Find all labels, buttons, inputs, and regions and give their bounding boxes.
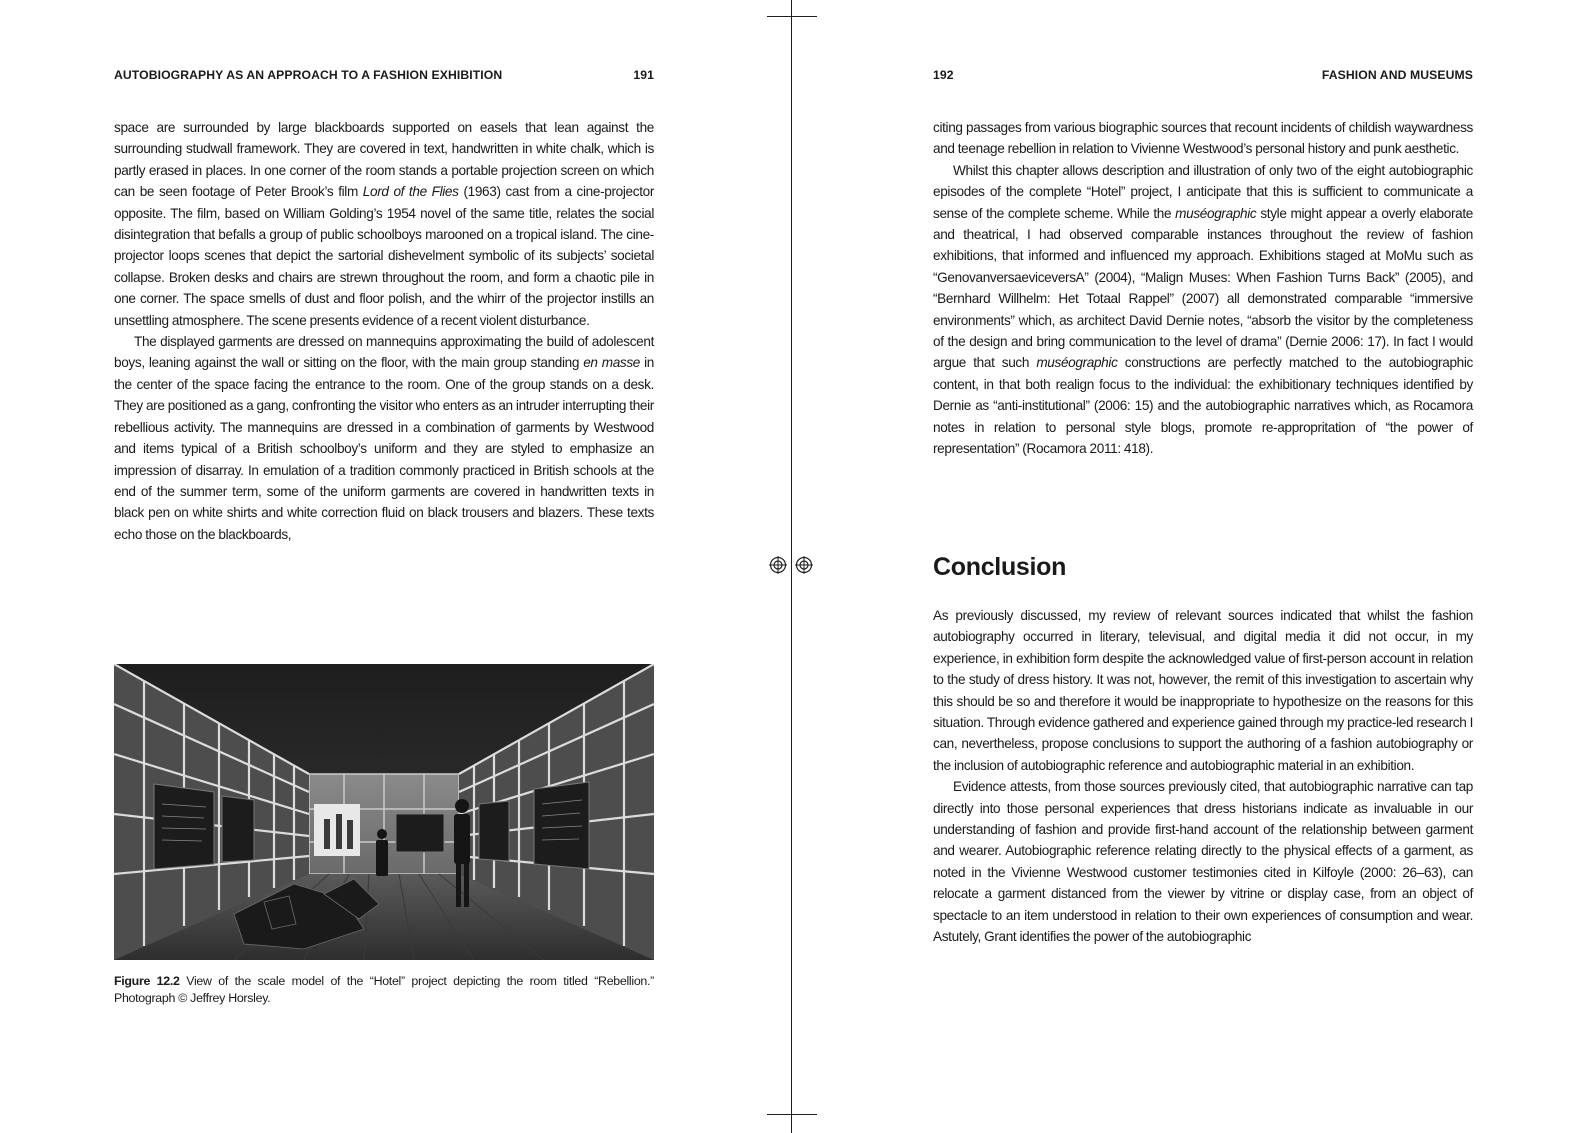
right-running-head [933, 68, 1473, 84]
registration-mark-icon [769, 556, 787, 574]
text-run: constructions are perfectly matched to the autobiographic content, in that both realign focus to the individual: the exhibitionary techniques identified by Dernie as “anti-institutional” (2006: 15) and the autobiographic narratives which, as Rocamora notes in relation to personal style blogs, promote re-appropritation of “the power of representation” (Rocamora 2011: 418). [933, 355, 1473, 457]
paragraph [114, 117, 654, 331]
left-running-head [114, 68, 654, 84]
scale-model-illustration [114, 664, 654, 960]
right-body-text-after-heading [933, 605, 1473, 948]
left-body-text [114, 117, 654, 545]
text-run: Evidence attests, from those sources previously cited, that autobiographic narrative can tap directly into those personal experiences that dress historians indicate as invaluable in our understanding of fashion and provide first-hand account of the relationship between garment and wearer. Autobiographic reference relating directly to the physical effects of a garment, as noted in the Vivienne Westwood customer testimonies cited in Kilfoyle (2000: 26–63), can relocate a garment distanced from the viewer by vitrine or display case, from an object of spectacle to an item understood in relation to their own experiences of consumption and wear. Astutely, Grant identifies the power of the autobiographic [933, 779, 1473, 945]
paragraph [933, 776, 1473, 947]
spine-crop-line [791, 0, 792, 1133]
section-heading: Conclusion [933, 553, 1067, 581]
figure-caption [114, 973, 654, 1007]
right-page [933, 0, 1473, 1133]
text-run: in the center of the space facing the entrance to the room. One of the group stands on a desk. They are positioned as a gang, confronting the visitor who enters as an intruder interrupting their rebellious activity. The mannequins are dressed in a combination of garments by Westwood and items typical of a British schoolboy’s uniform and they are styled to emphasize an impression of disarray. In emulation of a tradition commonly practiced in British schools at the end of the summer term, some of the uniform garments are covered in handwritten texts in black pen on white shirts and white correction fluid on black trousers and blazers. These texts echo those on the blackboards, [114, 355, 654, 542]
text-run: space are surrounded by large blackboards supported on easels that lean against the surrounding studwall framework. They are covered in text, handwritten in white chalk, which is partly erased in places. In one corner of the room stands a portable projection screen on which can be seen footage of Peter Brook’s film [114, 120, 654, 200]
figure-caption-text: View of the scale model of the “Hotel” project depicting the room titled “Rebellion.” Photograph © Jeffrey Horsley. [114, 974, 654, 1005]
italic-text: Lord of the Flies [362, 184, 459, 200]
running-title: AUTOBIOGRAPHY AS AN APPROACH TO A FASHION EXHIBITION [114, 68, 503, 82]
page-number: 191 [633, 68, 654, 82]
paragraph [933, 160, 1473, 460]
left-page [114, 0, 654, 1133]
page-number: 192 [933, 68, 954, 82]
bottom-crop-mark [767, 1114, 817, 1115]
paragraph [933, 605, 1473, 776]
paragraph [114, 331, 654, 545]
italic-text: muséographic [1036, 355, 1118, 371]
text-run: (1963) cast from a cine-projector opposite. The film, based on William Golding’s 1954 novel of the same title, relates the social disintegration that befalls a group of public schoolboys marooned on a tropical island. The cine-projector loops scenes that depict the sartorial dishevelment symbolic of its subjects’ societal collapse. Broken desks and chairs are strewn throughout the room, and form a chaotic pile in one corner. The space smells of dust and floor polish, and the whirr of the projector instills an unsettling atmosphere. The scene presents evidence of a recent violent disturbance. [114, 184, 655, 328]
text-run: As previously discussed, my review of relevant sources indicated that whilst the fashion autobiography occurred in literary, televisual, and digital media it did not occur, in my experience, in exhibition form despite the acknowledged value of first-person account in relation to the study of dress history. It was not, however, the remit of this investigation to ascertain why this should be so and therefore it would be inappropriate to hypothesize on the reasons for this situation. Through evidence gathered and experience gained through my practice-led research I can, nevertheless, propose conclusions to support the authoring of a fashion autobiography or the inclusion of autobiographic reference and autobiographic material in an exhibition. [933, 608, 1473, 773]
running-title: FASHION AND MUSEUMS [1321, 68, 1473, 82]
italic-text: muséographic [1175, 205, 1257, 221]
text-run: The displayed garments are dressed on mannequins approximating the build of adolescent boys, leaning against the wall or sitting on the floor, with the main group standing [114, 334, 654, 371]
top-crop-mark [767, 16, 817, 17]
figure-scale-model-photo [114, 664, 654, 960]
registration-mark-icon [795, 556, 813, 574]
text-run: style might appear a overly elaborate and theatrical, I had observed comparable instances throughout the review of fashion exhibitions, that informed and influenced my approach. Exhibitions staged at MoMu such as “GenovanversaeviceversA” (2004), “Malign Muses: When Fashion Turns Back” (2005), and “Bernhard Willhelm: Het Totaal Rappel” (2007) all demonstrated comparable “immersive environments” which, as architect David Dernie notes, “absorb the visitor by the completeness of the design and bring communication to the level of drama” (Dernie 2006: 17). In fact I would argue that such [933, 205, 1473, 371]
text-run: Whilst this chapter allows description and illustration of only two of the eight autobiographic episodes of the complete “Hotel” project, I anticipate that this is sufficient to communicate a sense of the complete scheme. While the [933, 162, 1473, 221]
figure-label: Figure 12.2 [114, 974, 180, 988]
right-body-text-before-heading [933, 117, 1473, 460]
italic-text: en masse [583, 355, 641, 371]
text-run: citing passages from various biographic sources that recount incidents of childish waywardness and teenage rebellion in relation to Vivienne Westwood’s personal history and punk aesthetic. [933, 120, 1473, 157]
paragraph [933, 117, 1473, 160]
